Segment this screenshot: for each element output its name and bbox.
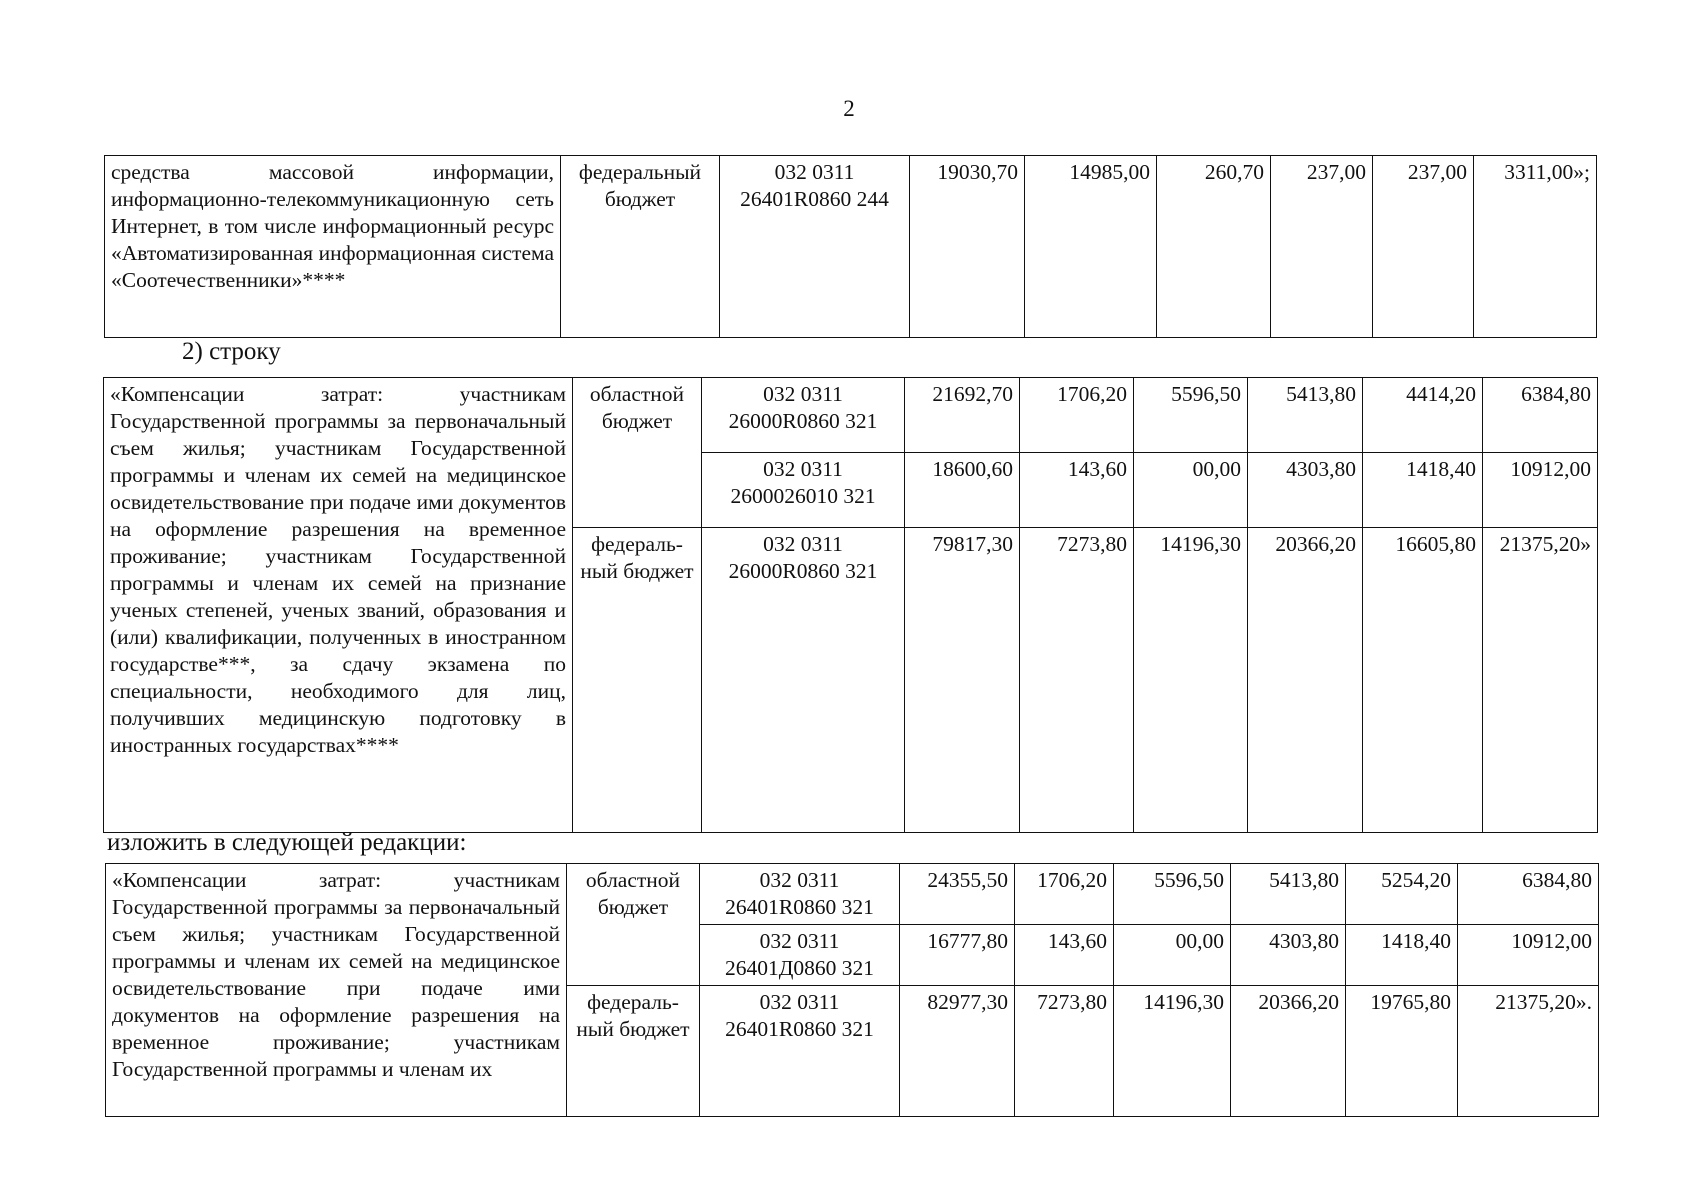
table2-code: 032 0311 2600026010 321 bbox=[702, 453, 905, 528]
table1-value: 260,70 bbox=[1157, 156, 1271, 338]
table3-value: 19765,80 bbox=[1346, 986, 1458, 1117]
label-izlozhit: изложить в следующей редакции: bbox=[107, 829, 467, 856]
table2-value: 6384,80 bbox=[1483, 378, 1598, 453]
table3-value: 1706,20 bbox=[1015, 864, 1114, 925]
table2-value: 1418,40 bbox=[1363, 453, 1483, 528]
table3-budget: федераль-ный бюджет bbox=[567, 986, 700, 1117]
table2-budget: областной бюджет bbox=[573, 378, 702, 528]
table2-value: 4414,20 bbox=[1363, 378, 1483, 453]
table2-value: 14196,30 bbox=[1134, 528, 1248, 833]
table3-value: 24355,50 bbox=[900, 864, 1015, 925]
table2-value: 5596,50 bbox=[1134, 378, 1248, 453]
table3-value: 1418,40 bbox=[1346, 925, 1458, 986]
table3-budget: областной бюджет bbox=[567, 864, 700, 986]
table-2 bbox=[103, 377, 1598, 833]
table3-value: 5254,20 bbox=[1346, 864, 1458, 925]
table3-value: 143,60 bbox=[1015, 925, 1114, 986]
table2-description: «Компенсации затрат: участникам Государственной программы за первоначальный съем жилья; участникам Государственной программы и членам их семей на медицинское освидетельствование при подаче ими документов на оформление разрешения на временное проживание; участникам Государственной программы и членам их семей на признание ученых степеней, ученых званий, образования и (или) квалификации, полученных в иностранном государстве***, за сдачу экзамена по специальности, необходимого для лиц, получивших медицинскую подготовку в иностранных государствах**** bbox=[104, 378, 573, 833]
table2-value: 1706,20 bbox=[1020, 378, 1134, 453]
table2-value: 4303,80 bbox=[1248, 453, 1363, 528]
table3-value: 82977,30 bbox=[900, 986, 1015, 1117]
table-3 bbox=[105, 863, 1599, 1117]
table2-value: 7273,80 bbox=[1020, 528, 1134, 833]
table3-value: 16777,80 bbox=[900, 925, 1015, 986]
table3-code: 032 0311 26401R0860 321 bbox=[700, 986, 900, 1117]
table2-value: 16605,80 bbox=[1363, 528, 1483, 833]
table3-code: 032 0311 26401R0860 321 bbox=[700, 864, 900, 925]
table2-code: 032 0311 26000R0860 321 bbox=[702, 528, 905, 833]
table1-budget: федеральный бюджет bbox=[561, 156, 720, 338]
table2-value: 143,60 bbox=[1020, 453, 1134, 528]
table1-value: 237,00 bbox=[1373, 156, 1474, 338]
table3-value: 5413,80 bbox=[1231, 864, 1346, 925]
table3-value: 00,00 bbox=[1114, 925, 1231, 986]
table2-value: 18600,60 bbox=[905, 453, 1020, 528]
table2-value: 5413,80 bbox=[1248, 378, 1363, 453]
table3-value: 5596,50 bbox=[1114, 864, 1231, 925]
table2-value: 00,00 bbox=[1134, 453, 1248, 528]
table1-value: 14985,00 bbox=[1025, 156, 1157, 338]
table2-value: 10912,00 bbox=[1483, 453, 1598, 528]
table2-code: 032 0311 26000R0860 321 bbox=[702, 378, 905, 453]
table3-code: 032 0311 26401Д0860 321 bbox=[700, 925, 900, 986]
table2-value: 21375,20» bbox=[1483, 528, 1598, 833]
table2-value: 21692,70 bbox=[905, 378, 1020, 453]
table1-value: 237,00 bbox=[1271, 156, 1373, 338]
table2-value: 79817,30 bbox=[905, 528, 1020, 833]
table3-value: 10912,00 bbox=[1458, 925, 1599, 986]
table2-budget: федераль-ный бюджет bbox=[573, 528, 702, 833]
table3-value: 7273,80 bbox=[1015, 986, 1114, 1117]
page-number: 2 bbox=[843, 96, 855, 121]
table1-value: 19030,70 bbox=[910, 156, 1025, 338]
label-stroku: 2) строку bbox=[182, 338, 281, 365]
table2-value: 20366,20 bbox=[1248, 528, 1363, 833]
table3-value: 6384,80 bbox=[1458, 864, 1599, 925]
table-1 bbox=[104, 155, 1597, 338]
table3-value: 14196,30 bbox=[1114, 986, 1231, 1117]
table3-value: 20366,20 bbox=[1231, 986, 1346, 1117]
table1-code: 032 0311 26401R0860 244 bbox=[720, 156, 910, 338]
table3-value: 4303,80 bbox=[1231, 925, 1346, 986]
table1-description: средства массовой информации, информационно-телекоммуникационную сеть Интернет, в том числе информационный ресурс «Автоматизированная информационная система «Соотечественники»**** bbox=[105, 156, 561, 338]
table3-description: «Компенсации затрат: участникам Государственной программы за первоначальный съем жилья; участникам Государственной программы и членам их семей на медицинское освидетельствование при подаче ими документов на оформление разрешения на временное проживание; участникам Государственной программы и членам их bbox=[106, 864, 567, 1117]
table3-value: 21375,20». bbox=[1458, 986, 1599, 1117]
table1-value: 3311,00»; bbox=[1474, 156, 1597, 338]
